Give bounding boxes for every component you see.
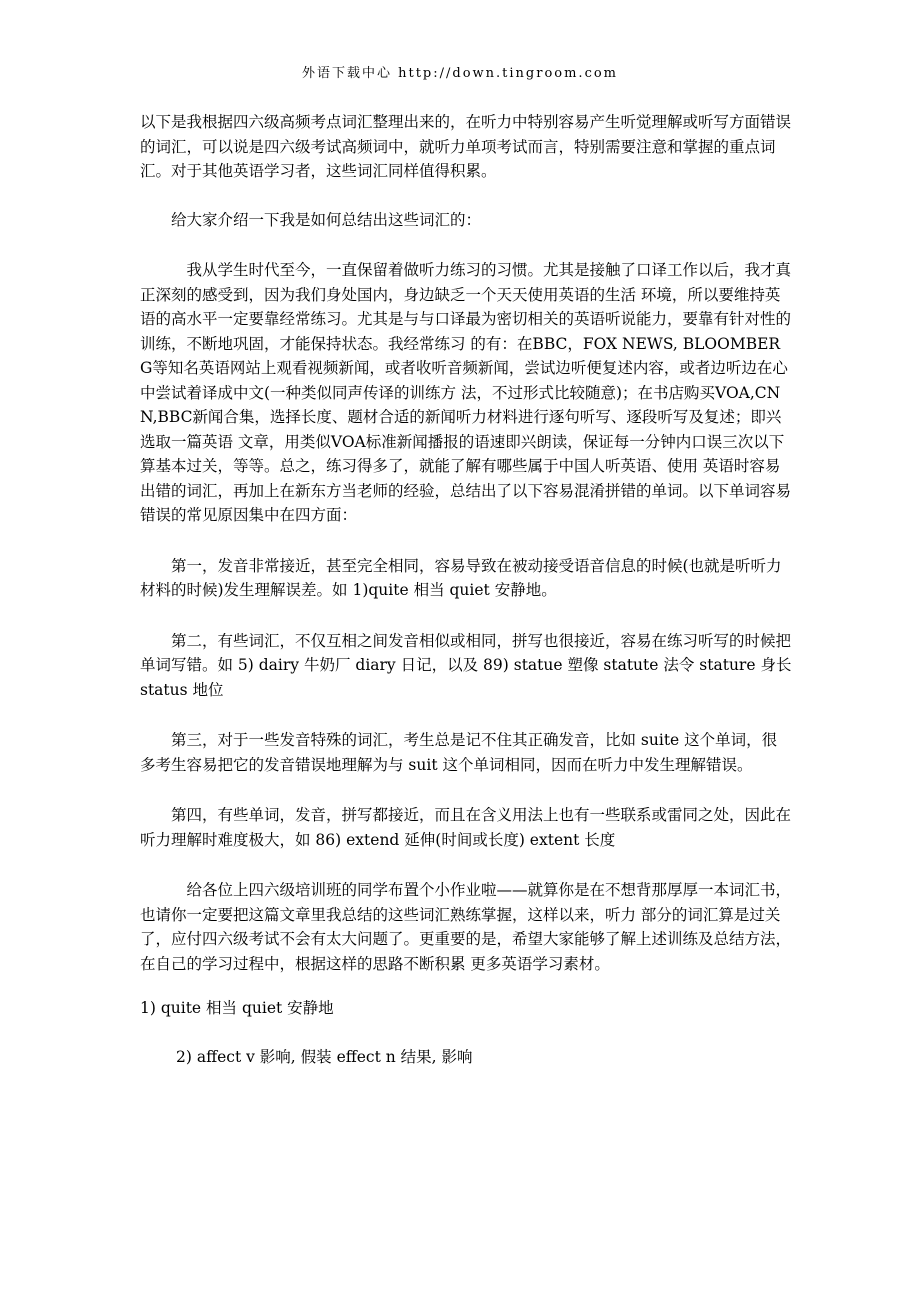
reason-fourth-paragraph: 第四，有些单词，发音，拼写都接近，而且在含义用法上也有一些联系或雷同之处，因此在听力理解时难度极大，如 86) extend 延伸(时间或长度) extent 长度: [140, 806, 792, 849]
word-list-item: 2) affect v 影响, 假装 effect n 结果, 影响: [176, 1047, 473, 1066]
word-list-item: 1) quite 相当 quiet 安静地: [140, 999, 334, 1017]
reason-first-paragraph: 第一，发音非常接近，甚至完全相同，容易导致在被动接受语音信息的时候(也就是听听力材料的时候)发生理解误差。如 1)quite 相当 quiet 安静地。: [140, 556, 782, 599]
homework-paragraph: 给各位上四六级培训班的同学布置个小作业啦——就算你是在不想背那厚厚一本词汇书，也请你一定要把这篇文章里我总结的这些词汇熟练掌握，这样以来，听力 部分的词汇算是过关了，应付四六级考试不会有太大问题了。更重要的是，希望大家能够了解上述训练及总结方法，在自己的学习过程中，根据这样的思路不断积累 更多英语学习素材。: [140, 881, 792, 973]
document-body: [140, 110, 792, 1069]
site-header: 外语下载中心 http://down.tingroom.com: [301, 66, 619, 81]
method-intro-paragraph: 给大家介绍一下我是如何总结出这些词汇的：: [171, 210, 482, 229]
reason-third-paragraph: 第三，对于一些发音特殊的词汇，考生总是记不住其正确发音，比如 suite 这个单词，很多考生容易把它的发音错误地理解为与 suit 这个单词相同，因而在听力中发生理解错误。: [140, 731, 778, 774]
reason-second-paragraph: 第二，有些词汇，不仅互相之间发音相似或相同，拼写也很接近，容易在练习听写的时候把单词写错。如 5) dairy 牛奶厂 diary 日记，以及 89) statue 塑像 statute 法令 stature 身长 status 地位: [140, 631, 792, 699]
intro-paragraph: 以下是我根据四六级高频考点词汇整理出来的，在听力中特别容易产生听觉理解或听写方面错误的词汇，可以说是四六级考试高频词中，就听力单项考试而言，特别需要注意和掌握的重点词汇。对于其他英语学习者，这些词汇同样值得积累。: [140, 113, 792, 180]
personal-story-paragraph: 我从学生时代至今，一直保留着做听力练习的习惯。尤其是接触了口译工作以后，我才真正深刻的感受到，因为我们身处国内，身边缺乏一个天天使用英语的生活 环境，所以要维持英语的高水平一定要靠经常练习。尤其是与与口译最为密切相关的英语听说能力，要靠有针对性的训练，不断地巩固，才能保持状态。我经常练习 的有：在BBC，FOX NEWS, BLOOMBERG等知名英语网站上观看视频新闻，或者收听音频新闻，尝试边听便复述内容，或者边听边在心中尝试着译成中文(一种类似同声传译的训练方 法，不过形式比较随意)；在书店购买VOA,CNN,BBC新闻合集，选择长度、题材合适的新闻听力材料进行逐句听写、逐段听写及复述；即兴选取一篇英语 文章，用类似VOA标准新闻播报的语速即兴朗读，保证每一分钟内口误三次以下算基本过关，等等。总之，练习得多了，就能了解有哪些属于中国人听英语、使用 英语时容易出错的词汇，再加上在新东方当老师的经验，总结出了以下容易混淆拼错的单词。以下单词容易错误的常见原因集中在四方面：: [140, 261, 792, 524]
